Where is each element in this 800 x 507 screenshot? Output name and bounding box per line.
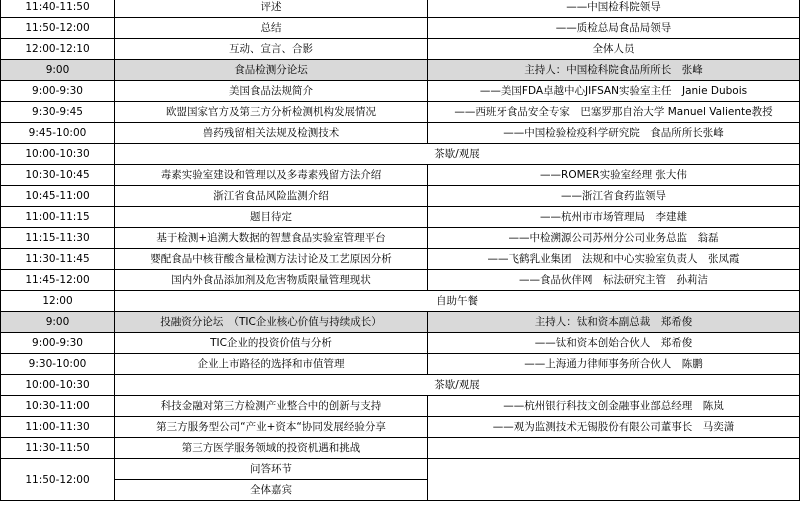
table-row — [1, 333, 800, 354]
time-cell: 12:00 — [1, 291, 115, 312]
speaker-cell: ——浙江省食药监领导 — [428, 186, 800, 207]
topic-cell: 全体嘉宾 — [115, 480, 428, 501]
break-label: 茶歇/观展 — [115, 144, 800, 165]
time-cell: 9:30-10:00 — [1, 354, 115, 375]
topic-cell: 国内外食品添加剂及危害物质限量管理现状 — [115, 270, 428, 291]
session-title: 投融资分论坛 （TIC企业核心价值与持续成长） — [115, 312, 428, 333]
speaker-cell — [428, 459, 800, 501]
time-cell: 9:30-9:45 — [1, 102, 115, 123]
time-cell: 10:30-10:45 — [1, 165, 115, 186]
time-cell: 11:30-11:45 — [1, 249, 115, 270]
topic-cell: 美国食品法规简介 — [115, 81, 428, 102]
topic-cell: TIC企业的投资价值与分析 — [115, 333, 428, 354]
time-cell: 11:40-11:50 — [1, 0, 115, 18]
table-row — [1, 396, 800, 417]
speaker-cell: ——美国FDA卓越中心JIFSAN实验室主任 Janie Dubois — [428, 81, 800, 102]
time-cell: 9:00 — [1, 60, 115, 81]
time-cell: 9:00 — [1, 312, 115, 333]
topic-cell: 基于检测+追溯大数据的智慧食品实验室管理平台 — [115, 228, 428, 249]
table-row — [1, 417, 800, 438]
topic-cell: 欧盟国家官方及第三方分析检测机构发展情况 — [115, 102, 428, 123]
speaker-cell: ——飞鹤乳业集团 法规和中心实验室负责人 张凤霞 — [428, 249, 800, 270]
time-cell: 11:50-12:00 — [1, 459, 115, 501]
topic-cell: 企业上市路径的选择和市值管理 — [115, 354, 428, 375]
time-cell: 10:30-11:00 — [1, 396, 115, 417]
session-header-row — [1, 312, 800, 333]
table-row — [1, 249, 800, 270]
time-cell: 9:45-10:00 — [1, 123, 115, 144]
topic-cell: 评述 — [115, 0, 428, 18]
table-row — [1, 39, 800, 60]
table-row — [1, 165, 800, 186]
table-row — [1, 123, 800, 144]
session-title: 食品检测分论坛 — [115, 60, 428, 81]
speaker-cell: ——上海通力律师事务所合伙人 陈鹏 — [428, 354, 800, 375]
time-cell: 10:00-10:30 — [1, 375, 115, 396]
time-cell: 11:00-11:30 — [1, 417, 115, 438]
table-row — [1, 459, 800, 480]
time-cell: 9:00-9:30 — [1, 81, 115, 102]
table-row — [1, 438, 800, 459]
time-cell: 9:00-9:30 — [1, 333, 115, 354]
time-cell: 10:45-11:00 — [1, 186, 115, 207]
speaker-cell: ——观为监测技术无锡股份有限公司董事长 马奕潇 — [428, 417, 800, 438]
topic-cell: 毒素实验室建设和管理以及多毒素残留方法介绍 — [115, 165, 428, 186]
table-row — [1, 0, 800, 18]
topic-cell: 第三方服务型公司“产业+资本“协同发展经验分享 — [115, 417, 428, 438]
topic-cell: 问答环节 — [115, 459, 428, 480]
time-cell: 11:45-12:00 — [1, 270, 115, 291]
break-label: 茶歇/观展 — [115, 375, 800, 396]
table-row — [1, 102, 800, 123]
time-cell: 11:50-12:00 — [1, 18, 115, 39]
time-cell: 11:30-11:50 — [1, 438, 115, 459]
topic-cell: 题目待定 — [115, 207, 428, 228]
speaker-cell: ——质检总局食品局领导 — [428, 18, 800, 39]
topic-cell: 浙江省食品风险监测介绍 — [115, 186, 428, 207]
break-row — [1, 375, 800, 396]
speaker-cell: ——杭州银行科技文创金融事业部总经理 陈岚 — [428, 396, 800, 417]
speaker-cell: ——中国检验检疫科学研究院 食品所所长张峰 — [428, 123, 800, 144]
table-row — [1, 207, 800, 228]
table-row — [1, 228, 800, 249]
session-host: 主持人：中国检科院食品所所长 张峰 — [428, 60, 800, 81]
topic-cell: 互动、宣言、合影 — [115, 39, 428, 60]
time-cell: 11:15-11:30 — [1, 228, 115, 249]
speaker-cell: ——食品伙伴网 标法研究主管 孙莉洁 — [428, 270, 800, 291]
break-row — [1, 144, 800, 165]
time-cell: 11:00-11:15 — [1, 207, 115, 228]
topic-cell: 总结 — [115, 18, 428, 39]
break-label: 自助午餐 — [115, 291, 800, 312]
speaker-cell: ——钛和资本创始合伙人 郑希俊 — [428, 333, 800, 354]
table-row — [1, 18, 800, 39]
time-cell: 10:00-10:30 — [1, 144, 115, 165]
speaker-cell: ——西班牙食品安全专家 巴塞罗那自治大学 Manuel Valiente教授 — [428, 102, 800, 123]
speaker-cell: 全体人员 — [428, 39, 800, 60]
speaker-cell: ——ROMER实验室经理 张大伟 — [428, 165, 800, 186]
break-row — [1, 291, 800, 312]
speaker-cell: ——中检溯源公司苏州分公司业务总监 翁磊 — [428, 228, 800, 249]
topic-cell: 第三方医学服务领域的投资机遇和挑战 — [115, 438, 428, 459]
session-header-row — [1, 60, 800, 81]
topic-cell: 兽药残留相关法规及检测技术 — [115, 123, 428, 144]
speaker-cell — [428, 438, 800, 459]
session-host: 主持人：钛和资本副总裁 郑希俊 — [428, 312, 800, 333]
time-cell: 12:00-12:10 — [1, 39, 115, 60]
speaker-cell: ——中国检科院领导 — [428, 0, 800, 18]
table-row — [1, 270, 800, 291]
table-row — [1, 81, 800, 102]
topic-cell: 科技金融对第三方检测产业整合中的创新与支持 — [115, 396, 428, 417]
topic-cell: 婴配食品中核苷酸含量检测方法讨论及工艺原因分析 — [115, 249, 428, 270]
table-row — [1, 186, 800, 207]
table-row — [1, 354, 800, 375]
speaker-cell: ——杭州市市场管理局 李建雄 — [428, 207, 800, 228]
